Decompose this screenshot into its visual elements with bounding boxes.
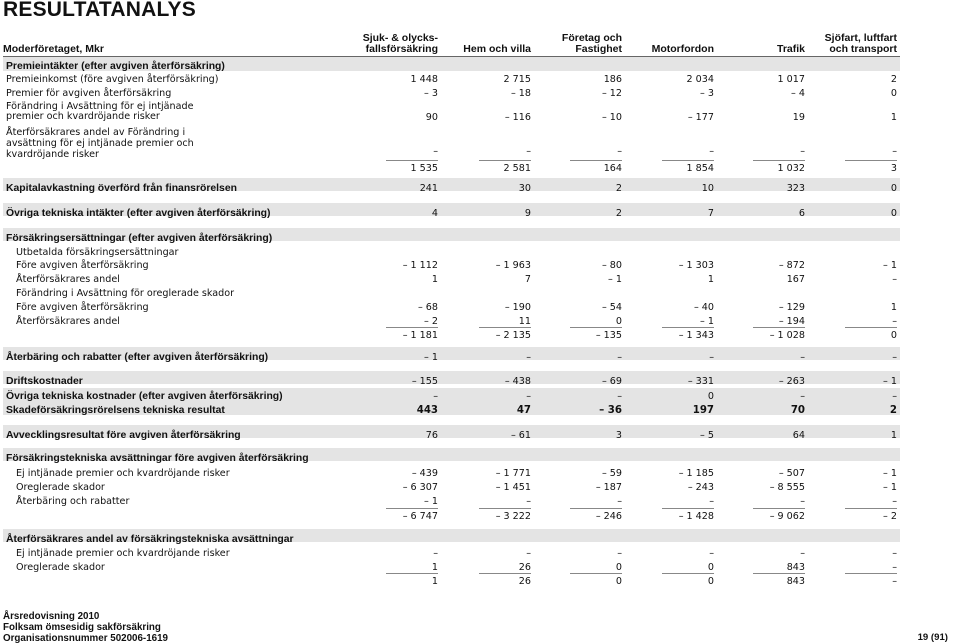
table-cell: – 116 [504, 112, 531, 123]
row-label: Avvecklingsresultat före avgiven återförsäkring [6, 430, 241, 441]
row-label: Ej intjänade premier och kvardröjande risker [16, 548, 230, 559]
sum-rule [662, 160, 714, 161]
sum-rule [479, 160, 531, 161]
table-cell: – 439 [411, 468, 438, 479]
table-cell: – 40 [693, 302, 714, 313]
table-row [0, 511, 960, 525]
table-cell: – 2 135 [495, 330, 531, 341]
table-cell: – 135 [595, 330, 622, 341]
table-cell: – [892, 146, 897, 157]
sum-rule [570, 160, 622, 161]
table-cell: – [709, 146, 714, 157]
table-cell: – [526, 548, 531, 559]
table-cell: – [800, 496, 805, 507]
table-cell: 197 [692, 405, 714, 416]
row-label: Återförsäkrares andel av Förändring i [6, 127, 186, 138]
table-cell: – 246 [595, 511, 622, 522]
table-row [0, 74, 960, 88]
column-header-line2: och transport [829, 43, 897, 55]
table-cell: – 2 [424, 316, 438, 327]
table-cell: 76 [425, 430, 438, 441]
row-label: Premieinkomst (före avgiven återförsäkring) [6, 74, 219, 85]
column-header-line2: Motorfordon [651, 43, 714, 55]
table-cell: – 8 555 [769, 482, 805, 493]
table-cell: – 10 [601, 112, 622, 123]
table-cell: 3 [615, 430, 622, 441]
table-cell: – 1 [424, 496, 438, 507]
row-label: Driftskostnader [6, 376, 83, 387]
table-cell: 1 854 [686, 163, 714, 174]
table-cell: – [526, 496, 531, 507]
sum-rule [662, 327, 714, 328]
table-row [0, 233, 960, 247]
table-cell: – 54 [601, 302, 622, 313]
table-cell: – [617, 391, 622, 402]
table-cell: – [892, 562, 897, 573]
table-cell: 443 [416, 405, 438, 416]
table-row [0, 468, 960, 482]
row-label: Ej intjänade premier och kvardröjande risker [16, 468, 230, 479]
table-cell: – 1 343 [678, 330, 714, 341]
sum-rule [570, 508, 622, 509]
column-header-line2: fallsförsäkring [365, 43, 438, 55]
table-cell: – 9 062 [769, 511, 805, 522]
table-cell: 70 [790, 405, 805, 416]
sum-rule [845, 508, 897, 509]
table-cell: – 80 [601, 260, 622, 271]
table-cell: – [892, 316, 897, 327]
table-row [0, 288, 960, 302]
table-cell: – 59 [601, 468, 622, 479]
sum-rule [570, 327, 622, 328]
row-label-continued: avsättning för ej intjänade premier och [6, 138, 194, 149]
table-row [0, 61, 960, 75]
row-label: Återbäring och rabatter (efter avgiven återförsäkring) [6, 352, 269, 363]
table-cell: – [617, 496, 622, 507]
table-cell: – [526, 146, 531, 157]
table-cell: 2 [889, 405, 897, 416]
table-cell: – 4 [791, 88, 805, 99]
table-cell: 19 [792, 112, 805, 123]
table-cell: – [617, 146, 622, 157]
row-label: Före avgiven återförsäkring [16, 302, 149, 313]
sum-rule [479, 508, 531, 509]
row-label: Återbäring och rabatter [16, 496, 130, 507]
table-row [0, 576, 960, 590]
sum-rule [386, 508, 438, 509]
table-cell: – [892, 576, 897, 587]
table-cell: – 68 [417, 302, 438, 313]
table-cell: 1 [431, 576, 438, 587]
table-cell: – 1 185 [678, 468, 714, 479]
table-cell: 10 [701, 183, 714, 194]
footer-report-name: Årsredovisning 2010 [3, 611, 100, 622]
footer-org-number: Organisationsnummer 502006-1619 [3, 633, 168, 644]
column-header-line1: Sjöfart, luftfart [824, 32, 897, 44]
row-label: Oreglerade skador [16, 482, 105, 493]
table-cell: – 438 [504, 376, 531, 387]
table-cell: – 155 [411, 376, 438, 387]
row-label: Förändring i Avsättning för ej intjänade [6, 101, 194, 112]
sum-rule [386, 327, 438, 328]
table-cell: 0 [615, 316, 622, 327]
table-cell: 1 [890, 302, 897, 313]
table-row [0, 302, 960, 316]
table-cell: 4 [431, 208, 438, 219]
table-cell: 0 [890, 183, 897, 194]
table-cell: – 243 [687, 482, 714, 493]
table-cell: 843 [786, 576, 805, 587]
table-cell: 0 [615, 576, 622, 587]
table-row [0, 101, 960, 123]
table-row [0, 482, 960, 496]
table-cell: – 6 307 [402, 482, 438, 493]
table-cell: – [709, 496, 714, 507]
table-row [0, 260, 960, 274]
table-row [0, 127, 960, 160]
table-cell: – [800, 391, 805, 402]
row-label: Försäkringstekniska avsättningar före avgiven återförsäkring [6, 453, 309, 464]
row-label: Förändring i Avsättning för oreglerade skador [16, 288, 235, 299]
table-cell: 843 [786, 562, 805, 573]
table-cell: 2 581 [503, 163, 531, 174]
table-cell: 241 [419, 183, 438, 194]
row-label: Försäkringsersättningar (efter avgiven återförsäkring) [6, 233, 273, 244]
table-cell: – [892, 352, 897, 363]
row-label-header [3, 44, 104, 55]
table-cell: 0 [890, 330, 897, 341]
table-cell: – 1 771 [495, 468, 531, 479]
table-cell: – [709, 548, 714, 559]
table-cell: – 2 [883, 511, 897, 522]
table-cell: – 1 112 [402, 260, 438, 271]
table-cell: 3 [890, 163, 897, 174]
table-row [0, 88, 960, 102]
table-cell: – [709, 352, 714, 363]
row-label: Övriga tekniska intäkter (efter avgiven återförsäkring) [6, 208, 271, 219]
table-cell: – 6 747 [402, 511, 438, 522]
table-row [0, 376, 960, 390]
row-label: Premieintäkter (efter avgiven återförsäkring) [6, 61, 225, 72]
table-cell: 47 [516, 405, 531, 416]
table-cell: – 1 451 [495, 482, 531, 493]
sum-rule [662, 508, 714, 509]
table-cell: 0 [615, 562, 622, 573]
row-label-header-text: Moderföretaget, Mkr [3, 43, 104, 55]
table-cell: – [800, 548, 805, 559]
table-cell: 1 [890, 112, 897, 123]
table-cell: – [433, 146, 438, 157]
table-cell: 1 032 [777, 163, 805, 174]
table-row [0, 330, 960, 344]
table-cell: – [526, 391, 531, 402]
sum-rule [753, 573, 805, 574]
table-cell: 1 [431, 562, 438, 573]
table-row [0, 534, 960, 548]
table-row [0, 391, 960, 405]
table-cell: 2 034 [686, 74, 714, 85]
table-cell: 0 [707, 391, 714, 402]
table-cell: – [433, 391, 438, 402]
row-label: Oreglerade skador [16, 562, 105, 573]
table-cell: – [800, 146, 805, 157]
table-cell: 26 [518, 562, 531, 573]
sum-rule [845, 160, 897, 161]
table-cell: – 18 [510, 88, 531, 99]
table-cell: 0 [890, 208, 897, 219]
table-cell: 2 [615, 183, 622, 194]
table-cell: – 1 [424, 352, 438, 363]
table-cell: 323 [786, 183, 805, 194]
table-cell: – 507 [778, 468, 805, 479]
table-cell: – 5 [700, 430, 714, 441]
sum-rule [845, 327, 897, 328]
table-cell: 167 [786, 274, 805, 285]
table-cell: 64 [792, 430, 805, 441]
table-cell: – [800, 352, 805, 363]
sum-rule [386, 573, 438, 574]
table-cell: – [892, 391, 897, 402]
sum-rule [386, 160, 438, 161]
table-cell: – [892, 274, 897, 285]
sum-rule [570, 573, 622, 574]
table-cell: 0 [890, 88, 897, 99]
table-row [0, 548, 960, 562]
table-cell: – 194 [778, 316, 805, 327]
table-cell: 9 [524, 208, 531, 219]
table-cell: – 1 [883, 482, 897, 493]
table-cell: 1 [890, 430, 897, 441]
table-cell: – 1 [700, 316, 714, 327]
column-header-line1: Sjuk- & olycks- [362, 32, 438, 44]
table-row [0, 405, 960, 419]
sum-rule [753, 160, 805, 161]
table-cell: – 1 303 [678, 260, 714, 271]
table-cell: – [526, 352, 531, 363]
column-header [787, 33, 897, 55]
table-cell: 1 [707, 274, 714, 285]
table-cell: – 177 [687, 112, 714, 123]
table-cell: – 1 [608, 274, 622, 285]
table-row [0, 247, 960, 261]
column-header-line2: Hem och villa [463, 43, 531, 55]
table-row [0, 274, 960, 288]
table-cell: 26 [518, 576, 531, 587]
sum-rule [753, 508, 805, 509]
table-cell: – 1 028 [769, 330, 805, 341]
row-label: Övriga tekniska kostnader (efter avgiven återförsäkring) [6, 391, 283, 402]
table-cell: – 187 [595, 482, 622, 493]
table-cell: 30 [518, 183, 531, 194]
table-cell: – 1 [883, 376, 897, 387]
sum-rule [479, 327, 531, 328]
table-cell: – 263 [778, 376, 805, 387]
table-cell: 0 [707, 562, 714, 573]
sum-rule [662, 573, 714, 574]
table-cell: 186 [603, 74, 622, 85]
table-cell: – 12 [601, 88, 622, 99]
table-cell: 7 [707, 208, 714, 219]
table-cell: – 3 222 [495, 511, 531, 522]
row-label: Utbetalda försäkringsersättningar [16, 247, 179, 258]
column-header-line2: Trafik [776, 43, 805, 55]
table-cell: – 872 [778, 260, 805, 271]
table-cell: – 190 [504, 302, 531, 313]
table-cell: 90 [425, 112, 438, 123]
table-cell: – [617, 352, 622, 363]
column-header-line1: Företag och [561, 32, 622, 44]
table-cell: – [433, 548, 438, 559]
row-label: Premier för avgiven återförsäkring [6, 88, 172, 99]
table-row [0, 163, 960, 177]
row-label: Skadeförsäkringsrörelsens tekniska resultat [6, 405, 225, 416]
page-number: 19 (91) [917, 632, 948, 643]
table-cell: – [617, 548, 622, 559]
table-cell: – 1 [883, 468, 897, 479]
row-label: Återförsäkrares andel [16, 316, 120, 327]
footer [3, 611, 168, 644]
table-cell: 1 [431, 274, 438, 285]
table-cell: 0 [707, 576, 714, 587]
sum-rule [753, 327, 805, 328]
footer-company: Folksam ömsesidig sakförsäkring [3, 622, 161, 633]
table-cell: – 69 [601, 376, 622, 387]
table-cell: 2 [890, 74, 897, 85]
table-row [0, 183, 960, 197]
table-cell: – 1 963 [495, 260, 531, 271]
table-row [0, 352, 960, 366]
sum-rule [845, 573, 897, 574]
table-row [0, 453, 960, 467]
table-cell: – 1 181 [402, 330, 438, 341]
table-cell: – 61 [510, 430, 531, 441]
row-label-continued: premier och kvardröjande risker [6, 111, 160, 122]
table-cell: – 1 [883, 260, 897, 271]
sum-rule [479, 573, 531, 574]
table-cell: – 3 [700, 88, 714, 99]
table-row [0, 430, 960, 444]
table-cell: 1 448 [410, 74, 438, 85]
table-cell: – 36 [599, 405, 622, 416]
row-label-continued: kvardröjande risker [6, 149, 99, 160]
table-cell: 2 [615, 208, 622, 219]
table-cell: 164 [603, 163, 622, 174]
table-cell: – 1 428 [678, 511, 714, 522]
page-title: RESULTATANALYS [3, 0, 196, 21]
table-cell: 6 [798, 208, 805, 219]
table-cell: – 331 [687, 376, 714, 387]
table-cell: 11 [518, 316, 531, 327]
row-label: Återförsäkrares andel av försäkringstekniska avsättningar [6, 534, 294, 545]
table-cell: – [892, 548, 897, 559]
table-cell: – [892, 496, 897, 507]
row-label: Återförsäkrares andel [16, 274, 120, 285]
table-cell: – 129 [778, 302, 805, 313]
column-header-line2: Fastighet [575, 43, 622, 55]
table-cell: 1 017 [777, 74, 805, 85]
row-label: Kapitalavkastning överförd från finansrörelsen [6, 183, 237, 194]
table-cell: 7 [524, 274, 531, 285]
table-cell: – 3 [424, 88, 438, 99]
table-cell: 2 715 [503, 74, 531, 85]
row-label: Före avgiven återförsäkring [16, 260, 149, 271]
table-row [0, 208, 960, 222]
table-cell: 1 535 [410, 163, 438, 174]
